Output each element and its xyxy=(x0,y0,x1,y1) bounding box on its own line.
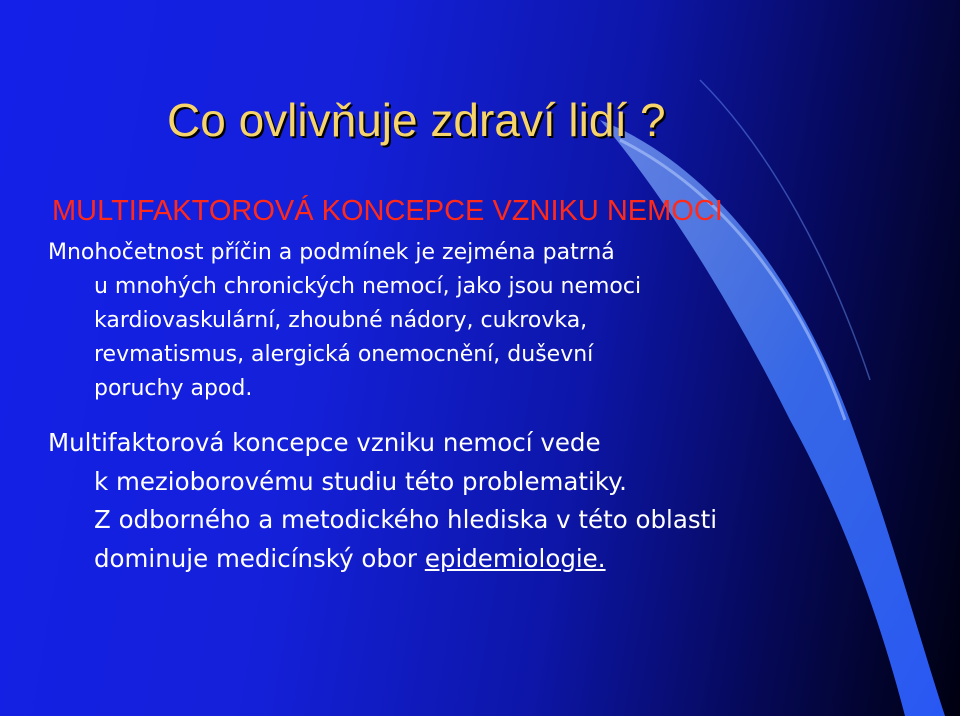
slide-title: Co ovlivňuje zdraví lidí ? xyxy=(167,94,666,146)
slide-subtitle: MULTIFAKTOROVÁ KONCEPCE VZNIKU NEMOCI xyxy=(52,195,723,227)
paragraph-line: Mnohočetnost příčin a podmínek je zejména patrná xyxy=(48,240,615,265)
paragraph-line: revmatismus, alergická onemocnění, duševní xyxy=(94,342,594,367)
paragraph-line: Z odborného a metodického hlediska v této oblasti xyxy=(94,505,718,534)
epidemiology-link[interactable]: epidemiologie. xyxy=(424,543,606,573)
paragraph-causes xyxy=(48,236,808,406)
paragraph-line: k mezioborovému studiu této problematiky. xyxy=(94,466,627,496)
paragraph-concept xyxy=(48,424,908,578)
paragraph-line: dominuje medicínský obor xyxy=(94,543,425,573)
paragraph-line-with-link xyxy=(48,540,908,579)
paragraph-line: kardiovaskulární, zhoubné nádory, cukrovka, xyxy=(94,308,588,333)
paragraph-line: poruchy apod. xyxy=(94,376,253,401)
paragraph-line: u mnohých chronických nemocí, jako jsou nemoci xyxy=(94,274,642,299)
paragraph-line: Multifaktorová koncepce vzniku nemocí vede xyxy=(48,428,601,457)
